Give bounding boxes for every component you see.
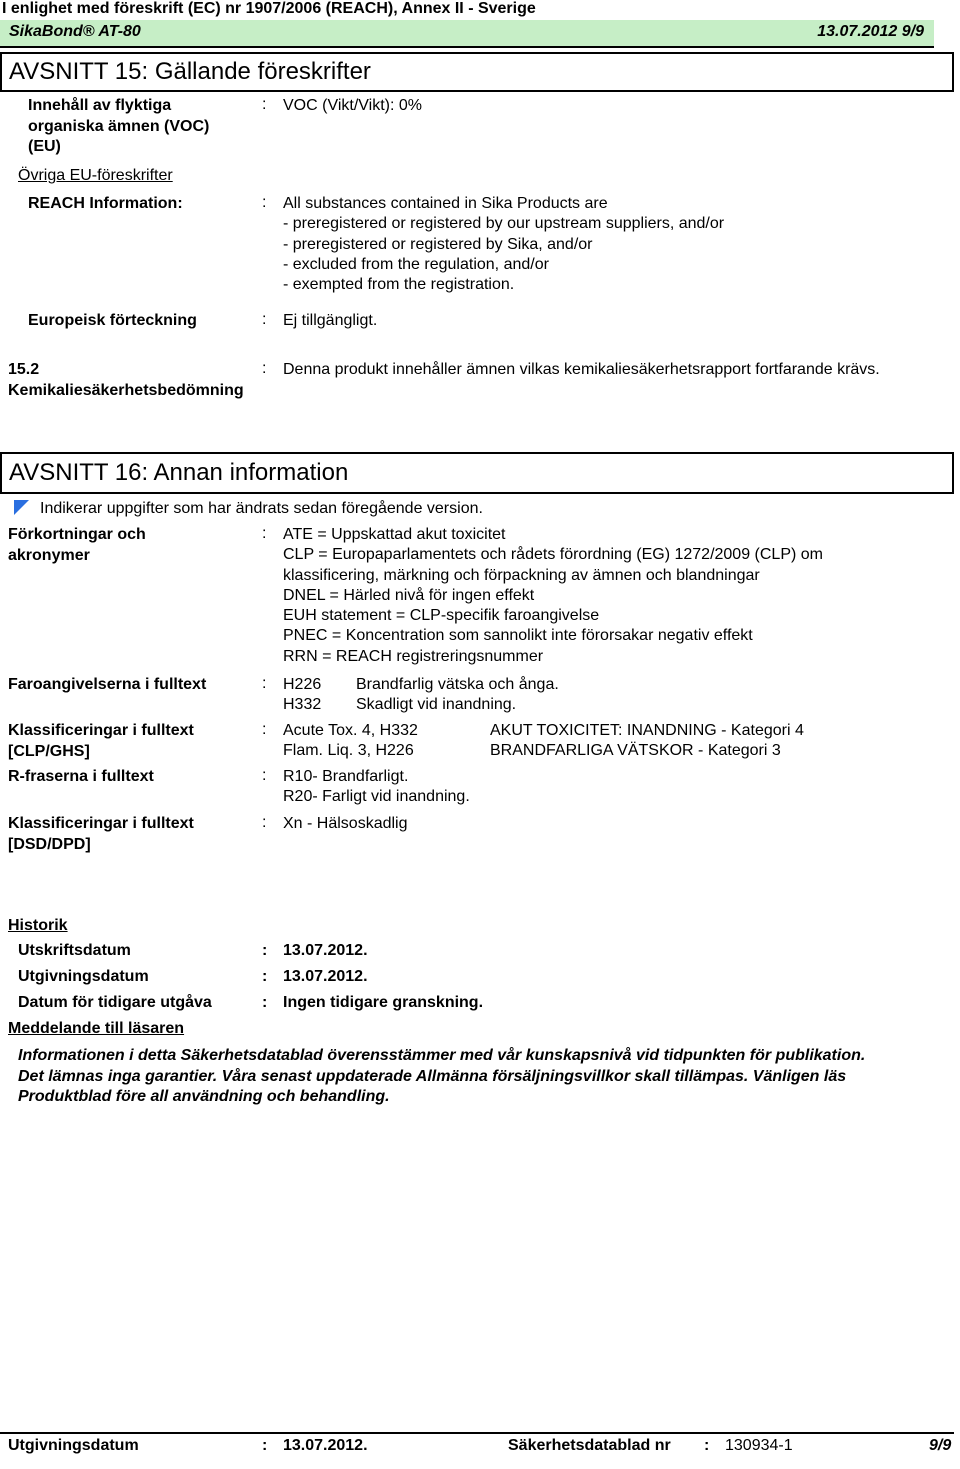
- colon: :: [262, 767, 267, 784]
- clp-row: Flam. Liq. 3, H226 BRANDFARLIGA VÄTSKOR - Kategori 3: [283, 742, 781, 760]
- header-date-page: 13.07.2012 9/9: [817, 23, 924, 40]
- footer-issue-date: 13.07.2012.: [283, 1437, 368, 1454]
- dsd-classifications-value: Xn - Hälsoskadlig: [283, 815, 408, 832]
- product-header-band: [0, 20, 934, 48]
- colon: :: [262, 994, 268, 1011]
- section-15-header: [0, 52, 954, 92]
- colon: :: [262, 942, 268, 959]
- colon: :: [262, 1437, 268, 1454]
- previous-version-label: Datum för tidigare utgåva: [18, 994, 212, 1011]
- hazard-row: H226 Brandfarlig vätska och ånga.: [283, 676, 559, 693]
- colon: :: [704, 1437, 710, 1454]
- footer-divider: [0, 1432, 954, 1434]
- product-name: SikaBond® AT-80: [9, 23, 141, 40]
- colon: :: [262, 721, 267, 738]
- reach-value: All substances contained in Sika Products are - preregistered or registered by our upstream suppliers, and/or - preregistered or registered by Sika, and/or - excluded from the regulation, and/or - exempted from the registration.: [283, 195, 725, 294]
- footer-page: 9/9: [929, 1437, 952, 1454]
- clp-classifications-value: [283, 721, 804, 762]
- other-eu-regulations-heading: Övriga EU-föreskrifter: [18, 167, 173, 184]
- colon: :: [262, 525, 267, 542]
- previous-version-value: Ingen tidigare granskning.: [283, 994, 484, 1011]
- r-phrases-value: R10- Brandfarligt. R20- Farligt vid inandning.: [283, 768, 470, 806]
- hazard-statements-value: [283, 675, 559, 716]
- section-15-title: AVSNITT 15: Gällande föreskrifter: [9, 58, 371, 85]
- notice-to-reader-heading: Meddelande till läsaren: [8, 1020, 185, 1037]
- european-list-label: Europeisk förteckning: [28, 312, 197, 329]
- clp-row: Acute Tox. 4, H332 AKUT TOXICITET: INANDNING - Kategori 4: [283, 722, 804, 739]
- hazard-row: H332 Skadligt vid inandning.: [283, 696, 517, 714]
- changed-marker-icon: [14, 500, 29, 515]
- voc-label: Innehåll av flyktiga organiska ämnen (VOC) (EU): [28, 97, 210, 155]
- chemical-safety-assessment-label: 15.2 Kemikaliesäkerhetsbedömning: [8, 361, 244, 399]
- print-date-label: Utskriftsdatum: [18, 942, 131, 959]
- abbreviations-value: ATE = Uppskattad akut toxicitet CLP = Europaparlamentets och rådets förordning (EG) 1272/2009 (CLP) om klassificering, märkning och förpackning av ämnen och blandningar DNEL = Härled nivå för ingen effekt EUH statement = CLP-specifik faroangivelse PNEC = Koncentration som sannolikt inte förorsakar negativ effekt RRN = REACH registreringsnummer: [283, 526, 823, 665]
- clp-classifications-label: Klassificeringar i fulltext [CLP/GHS]: [8, 722, 194, 760]
- footer-sds-label: Säkerhetsdatablad nr: [508, 1437, 671, 1454]
- colon: :: [262, 360, 267, 377]
- issue-date-value: 13.07.2012.: [283, 968, 368, 985]
- history-heading: Historik: [8, 917, 68, 934]
- colon: :: [262, 194, 267, 211]
- r-phrases-label: R-fraserna i fulltext: [8, 768, 154, 785]
- colon: :: [262, 814, 267, 831]
- notice-to-reader-text: Informationen i detta Säkerhetsdatablad överensstämmer med vår kunskapsnivå vid tidpunkten för publikation. Det lämnas inga garantier. Våra senast uppdaterade Allmänna försäljningsvillkor skall tillämpas. Vänligen läs Produktblad före all användning och behandling.: [18, 1047, 866, 1105]
- footer-sds-number: 130934-1: [725, 1437, 793, 1454]
- hazard-statements-label: Faroangivelserna i fulltext: [8, 676, 207, 693]
- print-date-value: 13.07.2012.: [283, 942, 368, 959]
- footer-issue-label: Utgivningsdatum: [8, 1437, 139, 1454]
- colon: :: [262, 675, 267, 692]
- chemical-safety-assessment-value: Denna produkt innehåller ämnen vilkas kemikaliesäkerhetsrapport fortfarande krävs.: [283, 361, 880, 378]
- issue-date-label: Utgivningsdatum: [18, 968, 149, 985]
- voc-value: VOC (Vikt/Vikt): 0%: [283, 97, 422, 114]
- european-list-value: Ej tillgängligt.: [283, 312, 378, 329]
- colon: :: [262, 96, 267, 113]
- colon: :: [262, 311, 267, 328]
- dsd-classifications-label: Klassificeringar i fulltext [DSD/DPD]: [8, 815, 194, 853]
- reach-label: REACH Information:: [28, 195, 183, 212]
- section-16-title: AVSNITT 16: Annan information: [9, 459, 349, 486]
- abbreviations-label: Förkortningar och akronymer: [8, 526, 146, 564]
- colon: :: [262, 968, 268, 985]
- section-16-header: [0, 452, 954, 494]
- changed-note: Indikerar uppgifter som har ändrats sedan föregående version.: [40, 500, 483, 517]
- regulation-title: I enlighet med föreskrift (EC) nr 1907/2006 (REACH), Annex II - Sverige: [2, 0, 536, 17]
